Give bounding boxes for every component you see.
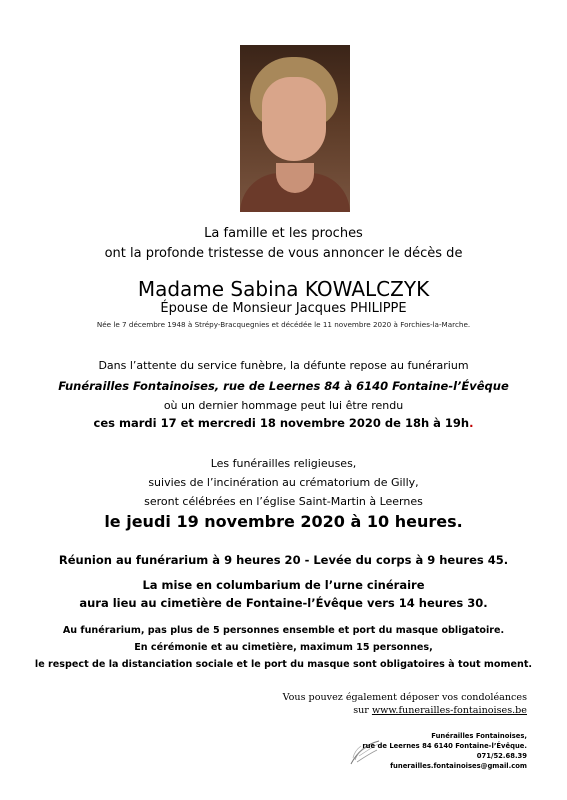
spouse-line: Épouse de Monsieur Jacques PHILIPPE: [160, 301, 407, 316]
condolences-line: Vous pouvez également déposer vos condoléances: [282, 692, 527, 703]
contact-phone: 071/52.68.39: [476, 752, 527, 760]
intro-line-2: ont la profonde tristesse de vous annoncer le décès de: [104, 246, 463, 261]
covid-line-3: le respect de la distanciation sociale et le port du masque sont obligatoires à tout moment.: [34, 659, 533, 670]
funeral-line-1: Les funérailles religieuses,: [210, 457, 357, 470]
visiting-hours-period: .: [469, 416, 474, 430]
rest-line-1: Dans l’attente du service funèbre, la défunte repose au funérarium: [98, 359, 469, 372]
rest-line-3: où un dernier hommage peut lui être rendu: [163, 399, 404, 412]
condolences-link-line: [353, 705, 527, 716]
funeral-line-3: seront célébrées en l’église Saint-Martin à Leernes: [144, 495, 423, 508]
birth-death-line: Née le 7 décembre 1948 à Strépy-Bracquegnies et décédée le 11 novembre 2020 à Forchies-la-Marche.: [96, 320, 471, 329]
funeral-line-2: suivies de l’incinération au crématorium de Gilly,: [148, 476, 419, 489]
portrait-photo: [240, 45, 350, 212]
contact-address: rue de Leernes 84 6140 Fontaine-l’Évêque.: [362, 742, 527, 750]
visiting-hours-text: ces mardi 17 et mercredi 18 novembre 2020 de 18h à 19h: [93, 416, 470, 430]
funeral-date: le jeudi 19 novembre 2020 à 10 heures.: [104, 512, 463, 531]
condolences-prefix: sur: [353, 705, 372, 716]
deceased-name: Madame Sabina KOWALCZYK: [137, 277, 430, 301]
contact-email: funerailles.fontainoises@gmail.com: [390, 762, 527, 770]
website-link[interactable]: www.funerailles-fontainoises.be: [371, 705, 527, 716]
funeral-home-location: Funérailles Fontainoises, rue de Leernes 84 à 6140 Fontaine-l’Évêque: [58, 379, 509, 393]
visiting-hours: [0, 416, 567, 430]
contact-name: Funérailles Fontainoises,: [431, 732, 527, 740]
covid-line-2: En cérémonie et au cimetière, maximum 15 personnes,: [134, 642, 433, 653]
intro-line-1: La famille et les proches: [204, 226, 363, 241]
columbarium-line-1: La mise en columbarium de l’urne cinéraire: [142, 578, 425, 592]
covid-line-1: Au funérarium, pas plus de 5 personnes ensemble et port du masque obligatoire.: [62, 625, 505, 636]
meeting-line: Réunion au funérarium à 9 heures 20 - Levée du corps à 9 heures 45.: [58, 553, 509, 567]
columbarium-line-2: aura lieu au cimetière de Fontaine-l’Évêque vers 14 heures 30.: [79, 596, 488, 610]
